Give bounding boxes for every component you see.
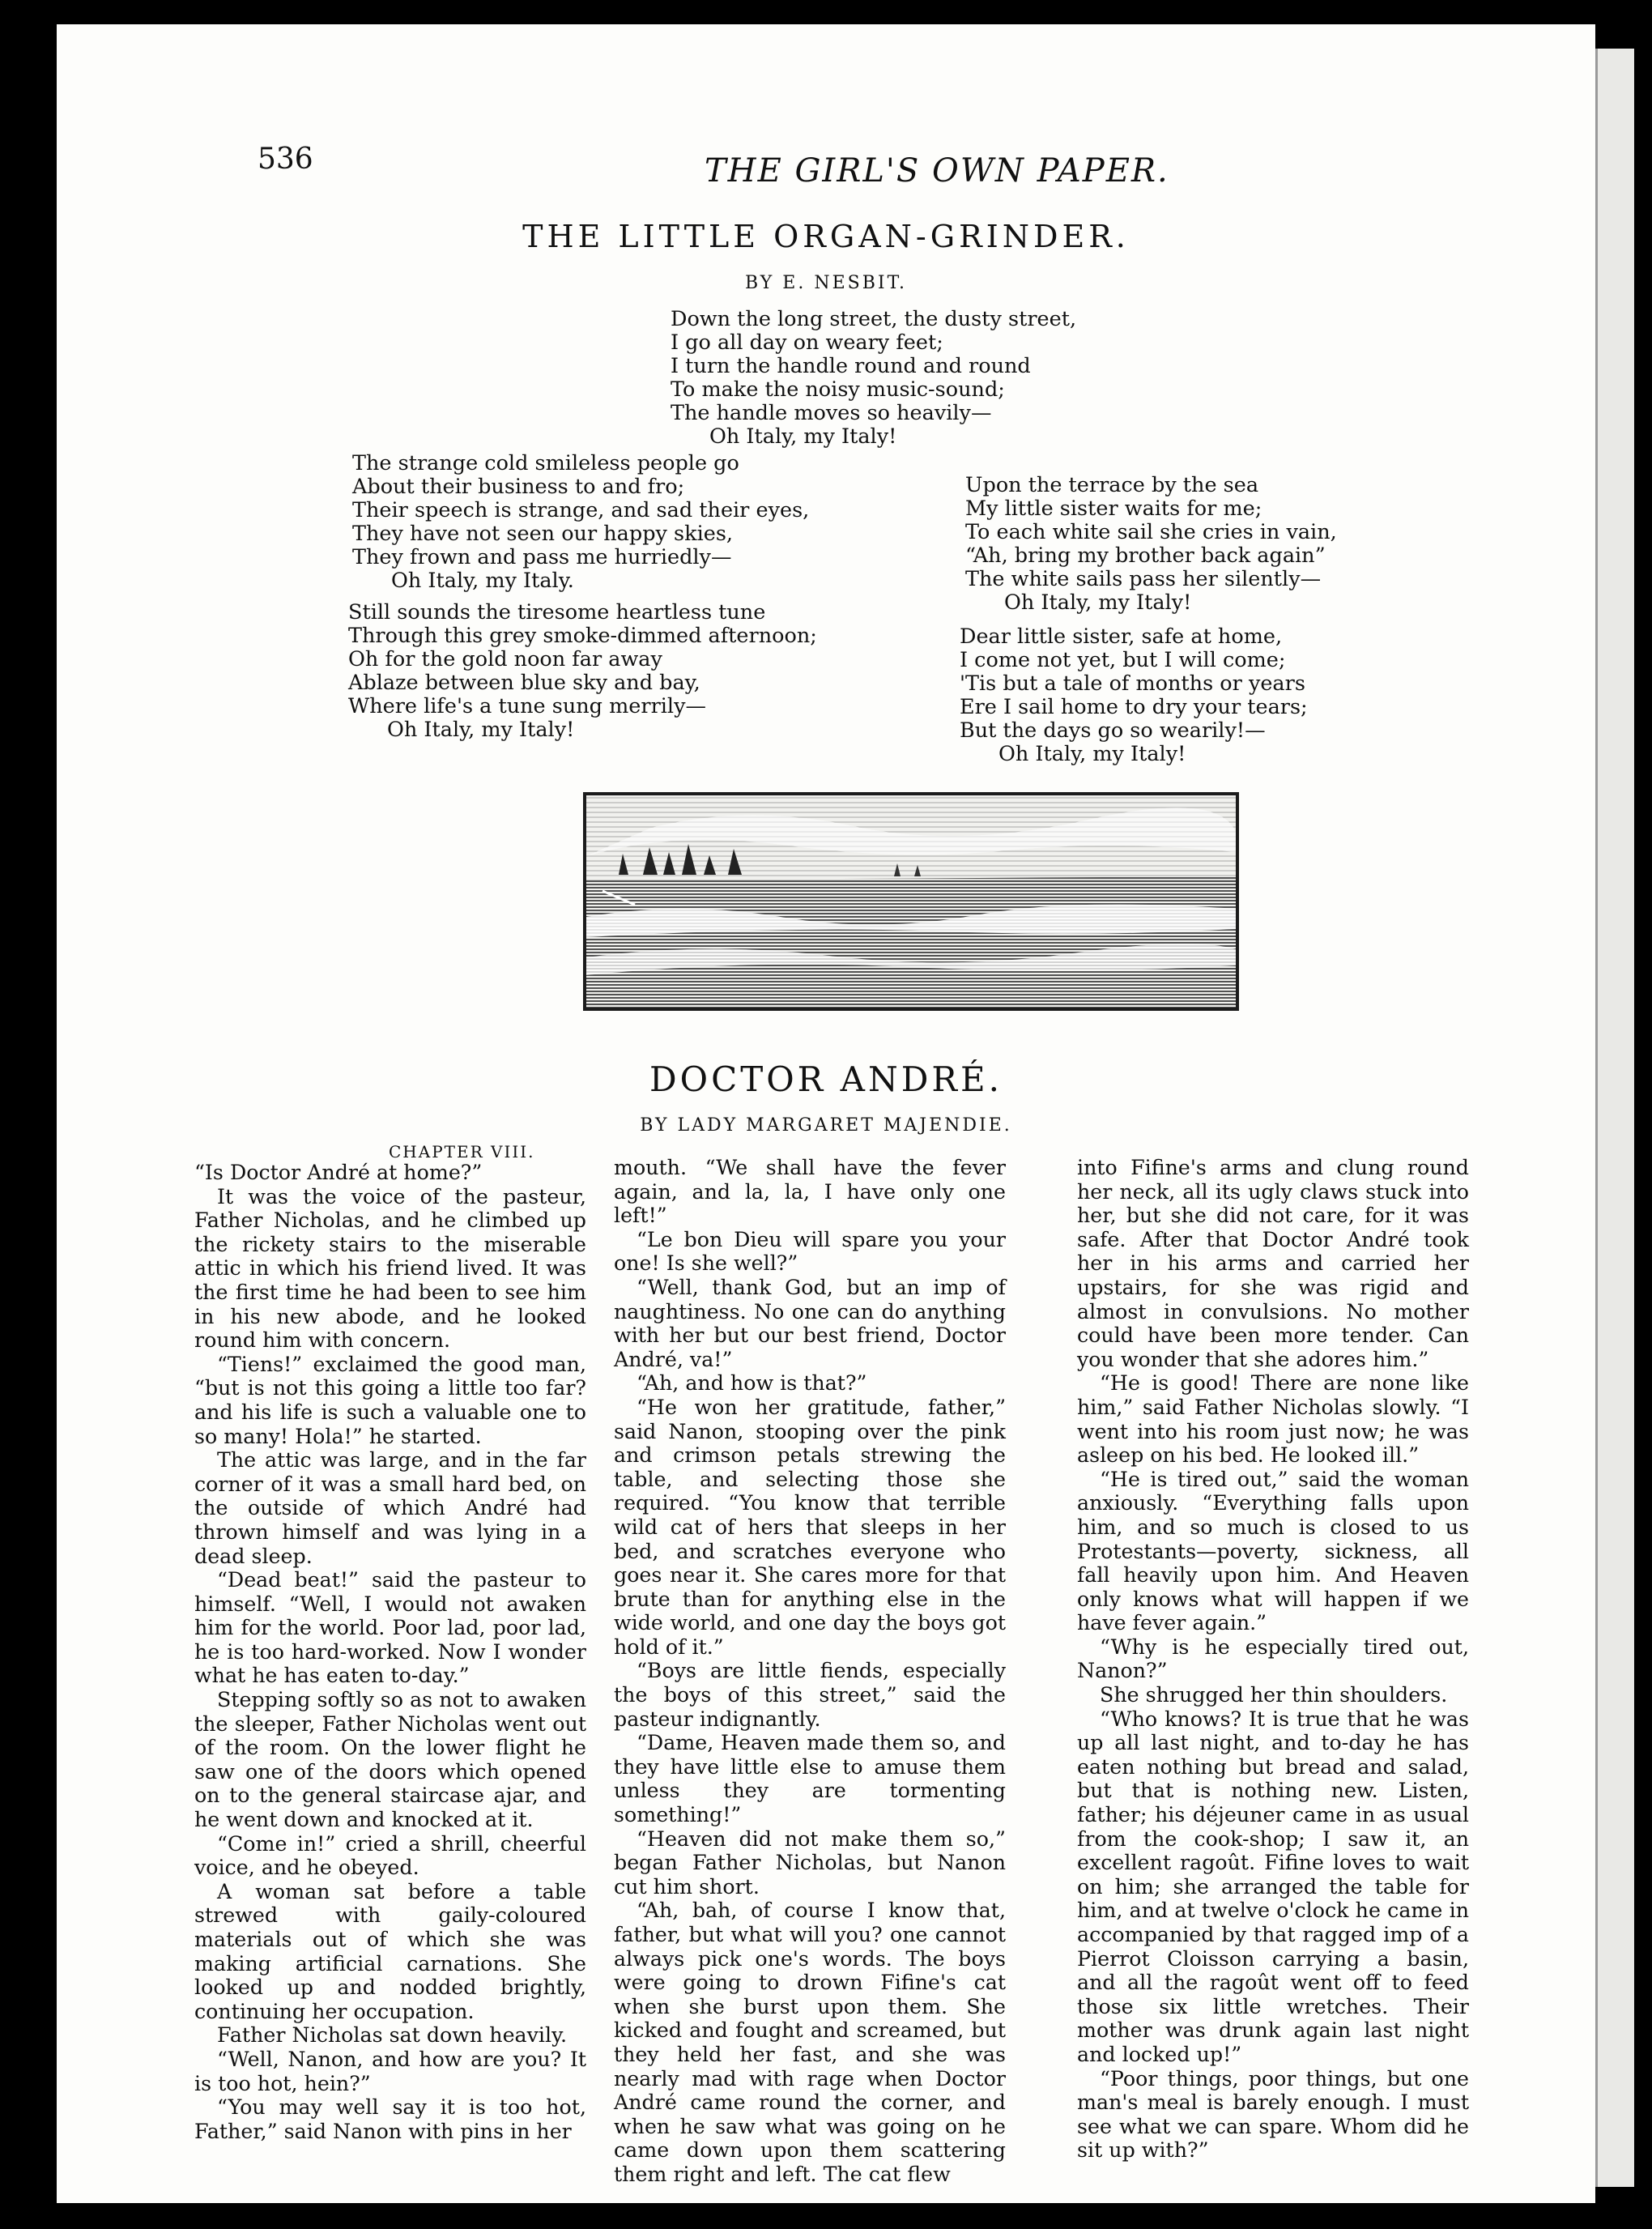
chapter-heading: CHAPTER VIII.: [389, 1142, 535, 1161]
paragraph: Father Nicholas sat down heavily.: [217, 2023, 568, 2048]
poem-refrain: Oh Italy, my Italy.: [391, 569, 574, 593]
poem-refrain: Oh Italy, my Italy!: [709, 424, 897, 449]
poem-line: Through this grey smoke-dimmed afternoon;: [348, 624, 817, 648]
poem-line: Their speech is strange, and sad their eyes,: [352, 498, 810, 522]
poem-line: To make the noisy music-sound;: [671, 377, 1005, 402]
story-byline: BY LADY MARGARET MAJENDIE.: [640, 1115, 1012, 1136]
paragraph: “You may well say it is too hot, Father,” said Nanon with pins in her: [194, 2095, 586, 2143]
paragraph: A woman sat before a table strewed with gaily-coloured materials out of which she was making artificial carnations. She looked up and nodded brightly, continuing her occupation.: [194, 1879, 586, 2023]
paragraph: “Why is he especially tired out, Nanon?”: [1077, 1634, 1469, 1683]
poem-line: Ablaze between blue sky and bay,: [348, 671, 700, 695]
poem-line: Dear little sister, safe at home,: [960, 624, 1283, 649]
seascape-engraving: [586, 795, 1236, 1008]
paragraph: Stepping softly so as not to awaken the sleeper, Father Nicholas went out of the room. On the lower flight he saw one of the doors which opened on to the general staircase ajar, and he went down and knocked at it.: [194, 1688, 586, 1832]
paragraph: “Well, Nanon, and how are you? It is too hot, hein?”: [194, 2047, 586, 2095]
paragraph: “He won her gratitude, father,” said Nanon, stooping over the pink and crimson petals strewing the table, and selecting those she required. “You know that terrible wild cat of hers that sleeps in her bed, and scratches everyone who goes near it. She cares more for that brute than for anything else in the wide world, and one day the boys got hold of it.”: [614, 1395, 1006, 1659]
poem-title: THE LITTLE ORGAN-GRINDER.: [522, 219, 1130, 254]
poem-line: They have not seen our happy skies,: [352, 522, 734, 546]
poem-line: Ere I sail home to dry your tears;: [960, 695, 1308, 719]
poem-line: I turn the handle round and round: [671, 354, 1031, 378]
poem-line: The white sails pass her silently—: [965, 567, 1322, 591]
poem-line: “Ah, bring my brother back again”: [965, 543, 1326, 568]
poem-line: I go all day on weary feet;: [671, 330, 943, 355]
paragraph: “He is tired out,” said the woman anxiously. “Everything falls upon him, and so much is closed to us Protestants—poverty, sickness, all fall heavily upon him. And Heaven only knows what will happen if we have fever again.”: [1077, 1467, 1469, 1635]
paragraph: “Who knows? It is true that he was up all last night, and to-day he has eaten nothing but bread and salad, but that is nothing new. Listen, father; his déjeuner came in as usual from the cook-shop; I saw it, an excellent ragoût. Fifine loves to wait on him; she arranged the table for him, and at twelve o'clock he came in accompanied by that ragged imp of a Pierrot Cloisson carrying a basin, and all the ragoût went off to feed those six little wretches. Their mother was drunk again last night and locked up!”: [1077, 1707, 1469, 2066]
poem-line: My little sister waits for me;: [965, 497, 1262, 521]
poem-stanza-5: [960, 625, 1308, 766]
poem-stanza-4: [965, 474, 1337, 615]
poem-line: But the days go so wearily!—: [960, 718, 1266, 743]
poem-byline: BY E. NESBIT.: [744, 273, 907, 293]
poem-refrain: Oh Italy, my Italy!: [998, 742, 1186, 766]
paragraph: “Is Doctor André at home?”: [194, 1161, 483, 1184]
paragraph: “He is good! There are none like him,” said Father Nicholas slowly. “I went into his room just now; he was asleep on his bed. He looked ill.”: [1077, 1371, 1469, 1468]
paragraph: “Well, thank God, but an imp of naughtiness. No one can do anything with her but our best friend, Doctor André, va!”: [614, 1275, 1006, 1371]
paragraph: “Dead beat!” said the pasteur to himself. “Well, I would not awaken him for the world. Poor lad, poor lad, he is too hard-worked. Now I wonder what he has eaten to-day.”: [194, 1568, 586, 1688]
poem-line: The handle moves so heavily—: [671, 401, 992, 425]
paragraph: “Boys are little fiends, especially the boys of this street,” said the pasteur indignantly.: [614, 1659, 1006, 1731]
poem-stanza-3: [348, 601, 817, 742]
poem-line: Where life's a tune sung merrily—: [348, 694, 706, 718]
paragraph: It was the voice of the pasteur, Father Nicholas, and he climbed up the rickety stairs to the miserable attic in which his friend lived. It was the first time he had been to see him in his new abode, and he looked round him with concern.: [194, 1184, 586, 1353]
poem-line: They frown and pass me hurriedly—: [352, 545, 732, 569]
paragraph: “Heaven did not make them so,” began Father Nicholas, but Nanon cut him short.: [614, 1826, 1006, 1899]
paragraph: “Tiens!” exclaimed the good man, “but is not this going a little too far? and his life is such a valuable one to so many! Hola!” he started.: [194, 1352, 586, 1448]
paragraph: “Come in!” cried a shrill, cheerful voice, and he obeyed.: [194, 1831, 586, 1880]
poem-line: Down the long street, the dusty street,: [671, 307, 1077, 331]
paragraph: mouth. “We shall have the fever again, and la, la, I have only one left!”: [614, 1156, 1006, 1228]
poem-line: Still sounds the tiresome heartless tune: [348, 600, 766, 624]
poem-line: Oh for the gold noon far away: [348, 647, 662, 671]
paragraph: “Ah, and how is that?”: [637, 1371, 867, 1396]
poem-line: The strange cold smileless people go: [352, 451, 739, 475]
poem-line: 'Tis but a tale of months or years: [960, 671, 1305, 696]
next-page-edge: [1595, 49, 1634, 2187]
poem-refrain: Oh Italy, my Italy!: [387, 718, 575, 742]
paragraph: “Dame, Heaven made them so, and they have little else to amuse them unless they are tormenting something!”: [614, 1731, 1006, 1827]
paragraph: into Fifine's arms and clung round her neck, all its ugly claws stuck into her, but she did not care, for it was safe. After that Doctor André took her in his arms and carried her upstairs, for she was rigid and almost in convulsions. No mother could have been more tender. Can you wonder that she adores him.”: [1077, 1156, 1469, 1371]
seascape-illustration: [583, 792, 1239, 1011]
story-column-1: [194, 1161, 586, 2143]
magazine-page: [57, 24, 1595, 2203]
page-number: 536: [258, 143, 313, 176]
running-head: THE GIRL'S OWN PAPER.: [705, 152, 1169, 190]
paragraph: She shrugged her thin shoulders.: [1100, 1683, 1448, 1707]
poem-stanza-2: [352, 452, 809, 593]
story-column-3: [1077, 1156, 1469, 2163]
poem-line: Upon the terrace by the sea: [965, 473, 1259, 497]
poem-line: To each white sail she cries in vain,: [965, 520, 1337, 544]
poem-stanza-1: [671, 308, 1076, 449]
paragraph: “Le bon Dieu will spare you your one! Is she well?”: [614, 1227, 1006, 1276]
paragraph: “Ah, bah, of course I know that, father, but what will you? one cannot always pick one's words. The boys were going to drown Fifine's cat when she burst upon them. She kicked and fought and screamed, but they held her fast, and she was nearly mad with rage when Doctor André came round the corner, and when he saw what was going on he came down upon them scattering them right and left. The cat flew: [614, 1899, 1006, 2186]
story-title: DOCTOR ANDRÉ.: [649, 1059, 1003, 1099]
paragraph: The attic was large, and in the far corner of it was a small hard bed, on the outside of which André had thrown himself and was lying in a dead sleep.: [194, 1448, 586, 1568]
sea: [586, 876, 1236, 1008]
story-column-2: [614, 1156, 1006, 2187]
poem-refrain: Oh Italy, my Italy!: [1004, 590, 1192, 615]
poem-line: About their business to and fro;: [352, 475, 685, 499]
paragraph: “Poor things, poor things, but one man's meal is barely enough. I must see what we can spare. Whom did he sit up with?”: [1077, 2066, 1469, 2163]
poem-line: I come not yet, but I will come;: [960, 648, 1286, 672]
